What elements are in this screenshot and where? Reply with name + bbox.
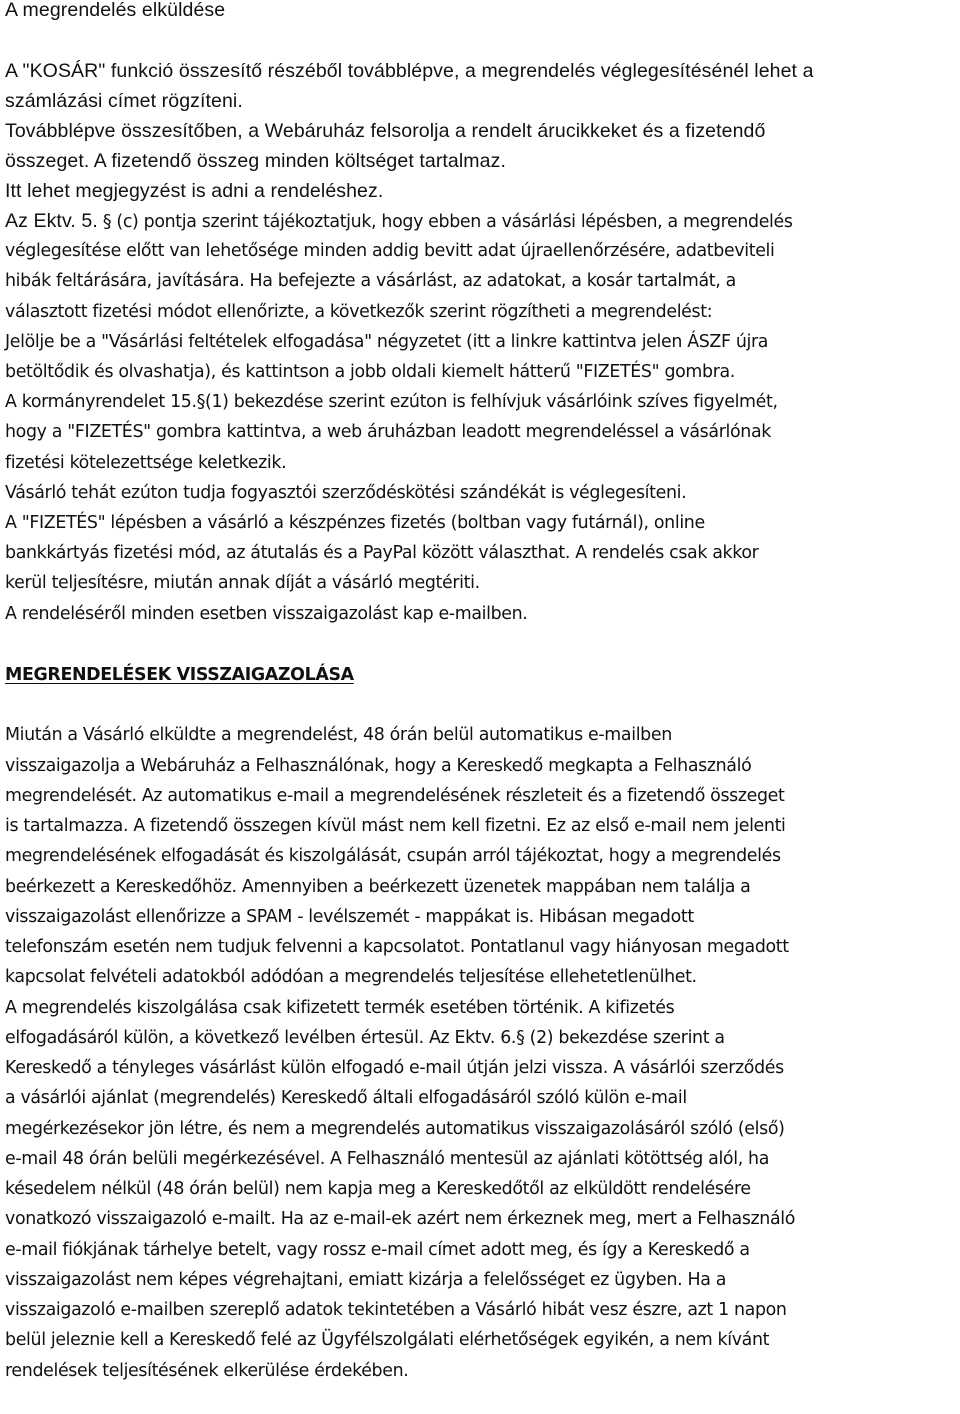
text-line: A kormányrendelet 15.§(1) bekezdése szerint ezúton is felhívjuk vásárlóink szíves figyelmét,: [5, 392, 778, 412]
text-line: kapcsolat felvételi adatokból adódóan a megrendelés teljesítése ellehetetlenülhet.: [5, 967, 697, 987]
text-fragment: § (c) pontja szerint tájékoztatjuk, hogy ebben a vásárlási lépésben, a megrendelés: [102, 212, 793, 232]
text-line: fizetési kötelezettsége keletkezik.: [5, 453, 287, 473]
text-line: betöltődik és olvashatja), és kattintson a jobb oldali kiemelt hátterű "FIZETÉS" gombra.: [5, 362, 735, 382]
text-line: véglegesítése előtt van lehetősége minden addig bevitt adat újraellenőrzésére, adatbeviteli: [5, 241, 775, 261]
text-line: Miután a Vásárló elküldte a megrendelést, 48 órán belül automatikus e-mailben: [5, 725, 672, 745]
text-line: hibák feltárására, javítására. Ha befejezte a vásárlást, az adatokat, a kosár tartalmát, a: [5, 271, 736, 291]
text-line: belül jeleznie kell a Kereskedő felé az Ügyfélszolgálati elérhetőségek egyikén, a nem kívánt: [5, 1330, 770, 1350]
text-line: visszaigazoló e-mailben szereplő adatok tekintetében a Vásárló hibát vesz észre, azt 1 napon: [5, 1300, 787, 1320]
text-line: visszaigazolja a Webáruház a Felhasználónak, hogy a Kereskedő megkapta a Felhasználó: [5, 756, 752, 776]
text-line: rendelések teljesítésének elkerülése érdekében.: [5, 1361, 409, 1381]
text-line: visszaigazolást nem képes végrehajtani, emiatt kizárja a felelősséget ez ügyben. Ha a: [5, 1270, 727, 1290]
text-line: Itt lehet megjegyzést is adni a rendeléshez.: [5, 180, 384, 202]
text-line: A "FIZETÉS" lépésben a vásárló a készpénzes fizetés (boltban vagy futárnál), online: [5, 513, 705, 533]
text-line: beérkezett a Kereskedőhöz. Amennyiben a beérkezett üzenetek mappában nem találja a: [5, 877, 751, 897]
page-title: A megrendelés elküldése: [5, 0, 226, 21]
text-line: Vásárló tehát ezúton tudja fogyasztói szerződéskötési szándékát is véglegesíteni.: [5, 483, 687, 503]
section-heading: MEGRENDELÉSEK VISSZAIGAZOLÁSA: [5, 665, 354, 685]
text-line: késedelem nélkül (48 órán belül) nem kapja meg a Kereskedőtől az elküldött rendelésére: [5, 1179, 751, 1199]
text-line: vonatkozó visszaigazoló e-mailt. Ha az e-mail-ek azért nem érkeznek meg, mert a Felhasználó: [5, 1209, 796, 1229]
text-line: visszaigazolást ellenőrizze a SPAM - levélszemét - mappákat is. Hibásan megadott: [5, 907, 694, 927]
text-line: is tartalmazza. A fizetendő összegen kívül mást nem kell fizetni. Ez az első e-mail nem jelenti: [5, 816, 786, 836]
text-line: Jelölje be a "Vásárlási feltételek elfogadása" négyzetet (itt a linkre kattintva jelen ÁSZF újra: [5, 332, 769, 352]
text-line: megérkezésekor jön létre, és nem a megrendelés automatikus visszaigazolásáról szóló (első): [5, 1119, 785, 1139]
text-line: A "KOSÁR" funkció összesítő részéből továbblépve, a megrendelés véglegesítésénél lehet a: [5, 60, 814, 82]
text-line: telefonszám esetén nem tudjuk felvenni a kapcsolatot. Pontatlanul vagy hiányosan megadott: [5, 937, 789, 957]
text-line: [5, 206, 793, 236]
text-line: hogy a "FIZETÉS" gombra kattintva, a web áruházban leadott megrendeléssel a vásárlónak: [5, 422, 771, 442]
text-line: bankkártyás fizetési mód, az átutalás és a PayPal között választhat. A rendelés csak akkor: [5, 543, 759, 563]
text-line: számlázási címet rögzíteni.: [5, 90, 243, 112]
text-line: a vásárlói ajánlat (megrendelés) Kereskedő általi elfogadásáról szóló külön e-mail: [5, 1088, 687, 1108]
text-line: választott fizetési módot ellenőrizte, a következők szerint rögzítheti a megrendelést:: [5, 302, 713, 322]
text-line: megrendelésének elfogadását és kiszolgálását, csupán arról tájékoztat, hogy a megrendelés: [5, 846, 781, 866]
text-fragment: Az Ektv. 5.: [5, 210, 98, 232]
text-line: kerül teljesítésre, miután annak díját a vásárló megtériti.: [5, 573, 480, 593]
text-line: A rendeléséről minden esetben visszaigazolást kap e-mailben.: [5, 604, 528, 624]
text-line: A megrendelés kiszolgálása csak kifizetett termék esetében történik. A kifizetés: [5, 998, 675, 1018]
text-line: elfogadásáról külön, a következő levélben értesül. Az Ektv. 6.§ (2) bekezdése szerint a: [5, 1028, 725, 1048]
text-line: e-mail fiókjának tárhelye betelt, vagy rossz e-mail címet adott meg, és így a Kereskedő a: [5, 1240, 750, 1260]
text-line: e-mail 48 órán belüli megérkezésével. A Felhasználó mentesül az ajánlati kötöttség alól, ha: [5, 1149, 770, 1169]
text-line: megrendelését. Az automatikus e-mail a megrendelésének részleteit és a fizetendő összeget: [5, 786, 785, 806]
text-line: összeget. A fizetendő összeg minden költséget tartalmaz.: [5, 150, 506, 172]
text-line: Kereskedő a tényleges vásárlást külön elfogadó e-mail útján jelzi vissza. A vásárlói szerződés: [5, 1058, 784, 1078]
text-line: Továbblépve összesítőben, a Webáruház felsorolja a rendelt árucikkeket és a fizetendő: [5, 120, 766, 142]
